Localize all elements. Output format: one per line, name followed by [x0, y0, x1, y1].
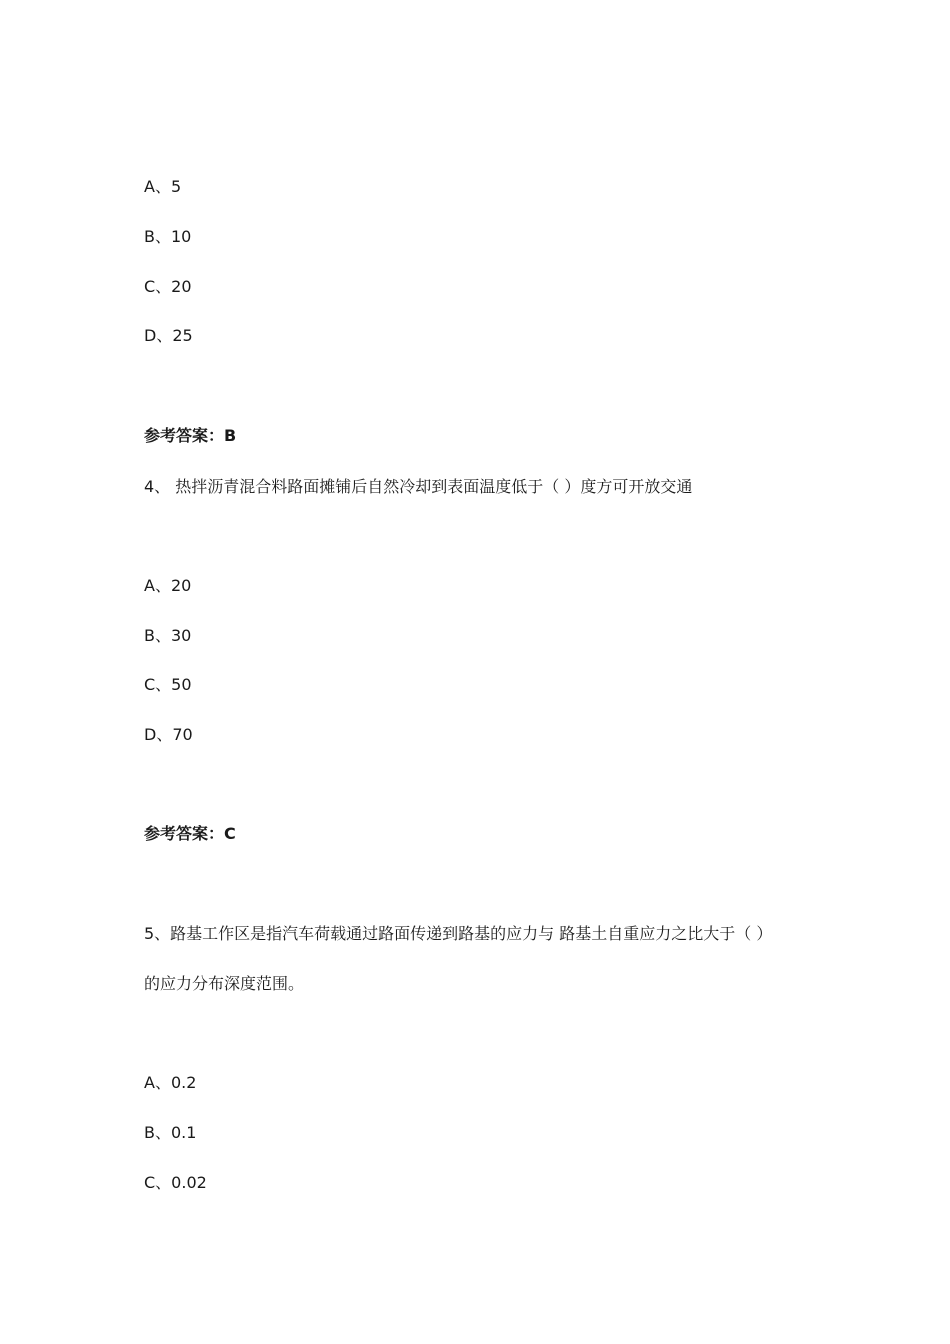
q4-option-b: B、30: [144, 626, 192, 645]
q5-question-line1: 5、路基工作区是指汽车荷载通过路面传递到路基的应力与 路基土自重应力之比大于（ ）: [144, 924, 773, 943]
q5-question-line2: 的应力分布深度范围。: [144, 974, 305, 993]
q4-answer: 参考答案：C: [144, 824, 236, 843]
q3-option-c: C、20: [144, 277, 192, 296]
q3-option-d: D、25: [144, 326, 193, 345]
q4-option-c: C、50: [144, 675, 192, 694]
q3-option-b: B、10: [144, 227, 192, 246]
q4-option-a: A、20: [144, 576, 192, 595]
q3-answer: 参考答案：B: [144, 426, 237, 445]
q5-option-b: B、0.1: [144, 1123, 197, 1142]
q5-option-c: C、0.02: [144, 1173, 207, 1192]
q3-option-a: A、5: [144, 177, 182, 196]
q4-question: 4、 热拌沥青混合料路面摊铺后自然冷却到表面温度低于（ ）度方可开放交通: [144, 477, 693, 496]
q5-option-a: A、0.2: [144, 1073, 197, 1092]
q4-option-d: D、70: [144, 725, 193, 744]
